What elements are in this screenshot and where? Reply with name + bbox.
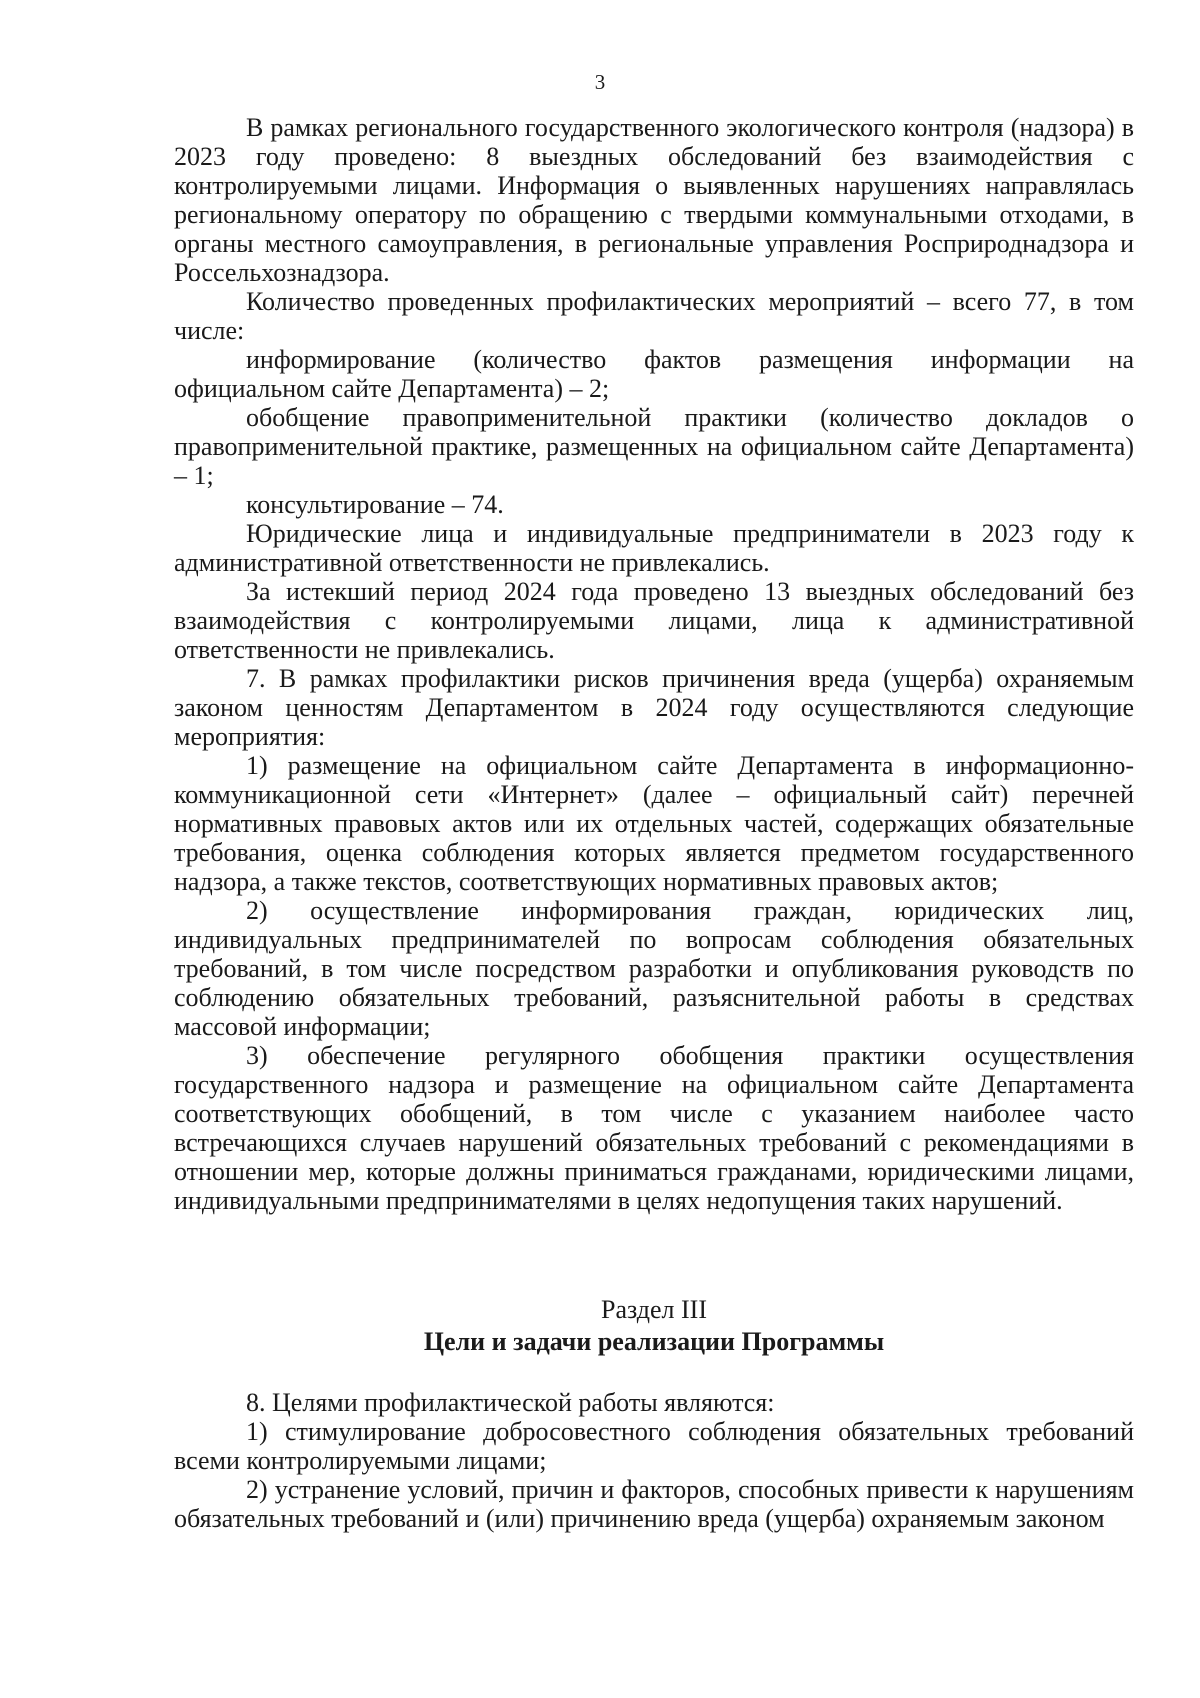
section-heading xyxy=(174,1294,1134,1358)
paragraph-generalization: обобщение правоприменительной практики (количество докладов о правоприменительной практике, размещенных на официальном сайте Департамента) – 1; xyxy=(174,403,1134,490)
paragraph-period-2024: За истекший период 2024 года проведено 13 выездных обследований без взаимодействия с контролируемыми лицами, лица к административной ответственности не привлекались. xyxy=(174,577,1134,664)
paragraph-control-summary: В рамках регионального государственного экологического контроля (надзора) в 2023 году проведено: 8 выездных обследований без взаимодействия с контролируемыми лицами. Информация о выявленных нарушениях направлялась региональному оператору по обращению с твердыми коммунальными отходами, в органы местного самоуправления, в региональные управления Росприроднадзора и Россельхознадзора. xyxy=(174,113,1134,287)
body-text xyxy=(174,113,1134,1215)
paragraph-subitem-3: 3) обеспечение регулярного обобщения практики осуществления государственного надзора и размещение на официальном сайте Департамента соответствующих обобщений, в том числе с указанием наиболее часто встречающихся случаев нарушений обязательных требований с рекомендациями в отношении мер, которые должны приниматься гражданами, юридическими лицами, индивидуальными предпринимателями в целях недопущения таких нарушений. xyxy=(174,1041,1134,1215)
paragraph-liability-2023: Юридические лица и индивидуальные предприниматели в 2023 году к административной ответственности не привлекались. xyxy=(174,519,1134,577)
paragraph-informing: информирование (количество фактов размещения информации на официальном сайте Департамента) – 2; xyxy=(174,345,1134,403)
paragraph-goal-2: 2) устранение условий, причин и факторов, способных привести к нарушениям обязательных требований и (или) причинению вреда (ущерба) охраняемым законом xyxy=(174,1475,1134,1533)
body-text-section-3 xyxy=(174,1388,1134,1533)
section-label: Раздел III xyxy=(600,1295,708,1324)
page-number: 3 xyxy=(594,70,606,94)
paragraph-subitem-2: 2) осуществление информирования граждан, юридических лиц, индивидуальных предпринимателей по вопросам соблюдения обязательных требований, в том числе посредством разработки и опубликования руководств по соблюдению обязательных требований, разъяснительной работы в средствах массовой информации; xyxy=(174,896,1134,1041)
paragraph-events-count: Количество проведенных профилактических мероприятий – всего 77, в том числе: xyxy=(174,287,1134,345)
paragraph-goal-1: 1) стимулирование добросовестного соблюдения обязательных требований всеми контролируемыми лицами; xyxy=(174,1417,1134,1475)
paragraph-subitem-1: 1) размещение на официальном сайте Департамента в информационно-коммуникационной сети «Интернет» (далее – официальный сайт) перечней нормативных правовых актов или их отдельных частей, содержащих обязательные требования, оценка соблюдения которых является предметом государственного надзора, а также текстов, соответствующих нормативных правовых актов; xyxy=(174,751,1134,896)
paragraph-item-8: 8. Целями профилактической работы являются: xyxy=(246,1388,775,1417)
paragraph-consulting: консультирование – 74. xyxy=(246,490,504,519)
section-title: Цели и задачи реализации Программы xyxy=(423,1327,885,1356)
paragraph-item-7: 7. В рамках профилактики рисков причинения вреда (ущерба) охраняемым законом ценностям Департаментом в 2024 году осуществляются следующие мероприятия: xyxy=(174,664,1134,751)
